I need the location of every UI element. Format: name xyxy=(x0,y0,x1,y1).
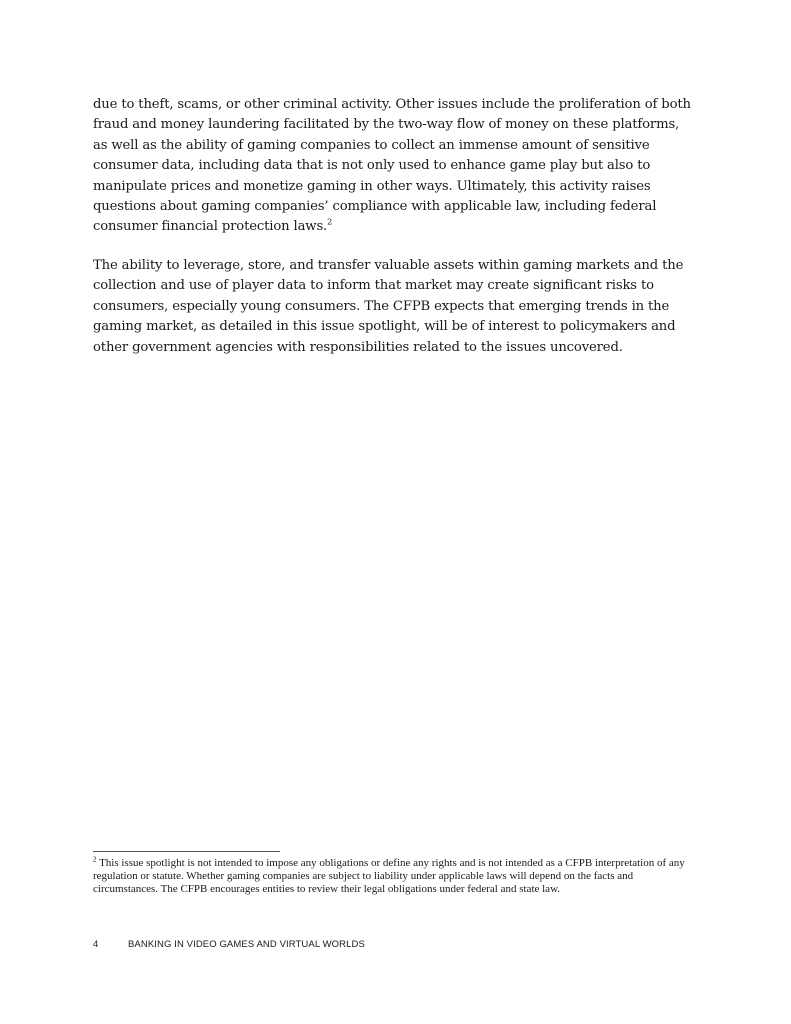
footnote xyxy=(93,857,693,897)
footnote-divider xyxy=(93,851,280,852)
document-title: BANKING IN VIDEO GAMES AND VIRTUAL WORLDS xyxy=(128,939,365,950)
footnote-marker: 2 xyxy=(93,855,97,864)
body-paragraph xyxy=(93,256,695,358)
paragraph-text: due to theft, scams, or other criminal activity. Other issues include the proliferation of both fraud and money laundering facilitated by the two-way flow of money on these platforms, as well as the ability of gaming companies to collect an immense amount of sensitive consumer data, including data that is not only used to enhance game play but also to manipulate prices and monetize gaming in other ways. Ultimately, this activity raises questions about gaming companies’ compliance with applicable law, including federal consumer financial protection laws. xyxy=(93,97,691,235)
body-paragraph xyxy=(93,95,695,238)
page-number: 4 xyxy=(93,939,99,950)
footnote-reference[interactable]: 2 xyxy=(327,218,333,228)
paragraph-text: The ability to leverage, store, and transfer valuable assets within gaming markets and the collection and use of player data to inform that market may create significant risks to consumers, especially young consumers. The CFPB expects that emerging trends in the gaming market, as detailed in this issue spotlight, will be of interest to policymakers and other government agencies with responsibilities related to the issues uncovered. xyxy=(93,258,684,355)
footnote-text: This issue spotlight is not intended to impose any obligations or define any rights and is not intended as a CFPB interpretation of any regulation or statute. Whether gaming companies are subject to liability under applicable laws will depend on the facts and circumstances. The CFPB encourages entities to review their legal obligations under federal and state law. xyxy=(93,857,685,896)
page-footer xyxy=(93,939,365,950)
